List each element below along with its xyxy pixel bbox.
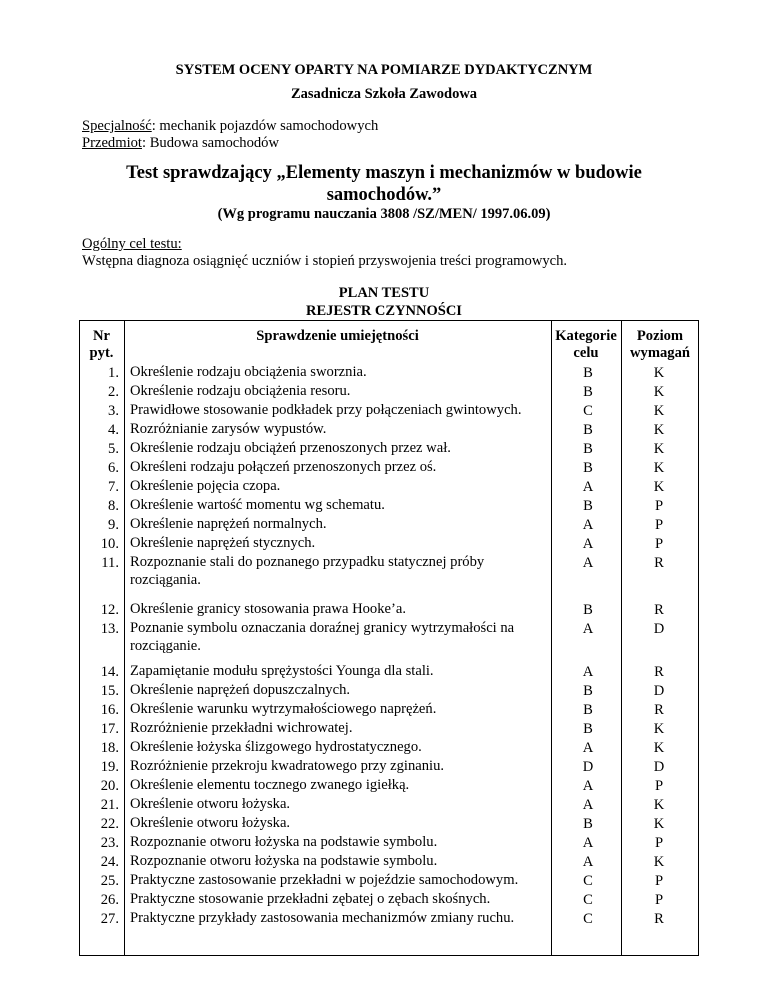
goal-category: B [583, 816, 593, 832]
skill-description: Zapamiętanie modułu sprężystości Younga dla stali. [130, 663, 434, 679]
table-top-border [79, 320, 699, 321]
requirement-level: K [653, 721, 665, 737]
goal-category: C [583, 873, 593, 889]
question-number: 12. [100, 602, 119, 618]
question-number: 6. [108, 460, 119, 476]
requirement-level: P [654, 536, 664, 552]
register-title: REJESTR CZYNNOŚCI [306, 303, 462, 319]
requirement-level: R [654, 555, 664, 571]
goal-category: A [582, 555, 594, 571]
skill-description: Określenie granicy stosowania prawa Hooke’a. [130, 601, 406, 617]
skill-description: Rozpoznanie otworu łożyska na podstawie symbolu. [130, 834, 438, 850]
table-bottom-border [79, 955, 699, 956]
goal-category: B [583, 721, 593, 737]
skill-description: Poznanie symbolu oznaczania doraźnej granicy wytrzymałości na rozciąganie. [130, 620, 515, 654]
specialty-label: Specjalność [82, 118, 152, 134]
question-number: 8. [108, 498, 119, 514]
requirement-level: K [653, 816, 665, 832]
skill-description: Określenie warunku wytrzymałościowego naprężeń. [130, 701, 437, 717]
col-divider-nr [124, 320, 125, 956]
requirement-level: P [654, 835, 664, 851]
requirement-level: K [653, 403, 665, 419]
skill-description: Określenie rodzaju obciążenia resoru. [130, 383, 351, 399]
requirement-level: D [653, 759, 665, 775]
question-number: 4. [108, 422, 119, 438]
test-title-line2: samochodów.” [326, 185, 442, 205]
plan-title: PLAN TESTU [338, 285, 430, 301]
requirement-level: K [653, 365, 665, 381]
requirement-level: D [653, 683, 665, 699]
requirement-level: P [654, 498, 664, 514]
requirement-level: K [653, 854, 665, 870]
question-number: 24. [100, 854, 119, 870]
question-number: 23. [100, 835, 119, 851]
header-level-line1: Poziom [636, 328, 684, 344]
skill-description: Określeni rodzaju połączeń przenoszonych przez oś. [130, 459, 437, 475]
requirement-level: R [654, 602, 664, 618]
goal-category: A [582, 854, 594, 870]
skill-description: Rozróżnienie przekroju kwadratowego przy zginaniu. [130, 758, 445, 774]
goal-category: B [583, 498, 593, 514]
goal-text: Wstępna diagnoza osiągnięć uczniów i stopień przyswojenia treści programowych. [82, 253, 568, 269]
skill-description: Określenie rodzaju obciążenia sworznia. [130, 364, 367, 380]
col-divider-skill [551, 320, 552, 956]
program-reference: (Wg programu nauczania 3808 /SZ/MEN/ 1997.06.09) [217, 206, 551, 222]
header-category [551, 328, 621, 362]
skill-description: Określenie naprężeń dopuszczalnych. [130, 682, 351, 698]
goal-category: A [582, 664, 594, 680]
specialty-value: : mechanik pojazdów samochodowych [151, 118, 379, 134]
skill-description: Rozpoznanie otworu łożyska na podstawie symbolu. [130, 853, 438, 869]
question-number: 26. [100, 892, 119, 908]
goal-category: A [582, 740, 594, 756]
goal-category: B [583, 422, 593, 438]
skill-description: Określenie rodzaju obciążeń przenoszonych przez wał. [130, 440, 451, 456]
goal-category: B [583, 365, 593, 381]
goal-category: A [582, 778, 594, 794]
skills-table [79, 320, 699, 956]
subject-line [82, 135, 279, 152]
goal-category: C [583, 403, 593, 419]
header-level [621, 328, 699, 362]
skill-description: Prawidłowe stosowanie podkładek przy połączeniach gwintowych. [130, 402, 522, 418]
skill-description: Określenie elementu tocznego zwanego igiełką. [130, 777, 410, 793]
goal-category: C [583, 911, 593, 927]
question-number: 9. [108, 517, 119, 533]
goal-category: D [582, 759, 594, 775]
requirement-level: K [653, 441, 665, 457]
specialty-line [82, 118, 378, 135]
question-number: 16. [100, 702, 119, 718]
goal-category: B [583, 702, 593, 718]
question-number: 27. [100, 911, 119, 927]
requirement-level: K [653, 740, 665, 756]
goal-category: A [582, 479, 594, 495]
table-right-border [698, 320, 699, 956]
requirement-level: D [653, 621, 665, 637]
question-number: 21. [100, 797, 119, 813]
requirement-level: K [653, 797, 665, 813]
skill-description: Określenie naprężeń normalnych. [130, 516, 327, 532]
question-number: 5. [108, 441, 119, 457]
requirement-level: K [653, 479, 665, 495]
skill-description: Praktyczne stosowanie przekładni zębatej o zębach skośnych. [130, 891, 491, 907]
system-title: SYSTEM OCENY OPARTY NA POMIARZE DYDAKTYCZNYM [175, 62, 593, 78]
test-title-line1: Test sprawdzający „Elementy maszyn i mechanizmów w budowie [126, 163, 642, 183]
question-number: 15. [100, 683, 119, 699]
skill-description: Określenie naprężeń stycznych. [130, 535, 316, 551]
requirement-level: P [654, 892, 664, 908]
header-category-line2: celu [573, 345, 599, 361]
requirement-level: K [653, 422, 665, 438]
goal-category: A [582, 621, 594, 637]
question-number: 2. [108, 384, 119, 400]
goal-category: A [582, 517, 594, 533]
goal-category: B [583, 602, 593, 618]
question-number: 1. [108, 365, 119, 381]
goal-category: A [582, 536, 594, 552]
header-level-line2: wymagań [630, 345, 690, 361]
requirement-level: K [653, 460, 665, 476]
goal-label: Ogólny cel testu: [82, 236, 182, 252]
requirement-level: P [654, 778, 664, 794]
test-title [0, 162, 768, 206]
question-number: 14. [100, 664, 119, 680]
requirement-level: P [654, 517, 664, 533]
subject-value: : Budowa samochodów [142, 135, 280, 151]
requirement-level: P [654, 873, 664, 889]
skill-description: Rozróżnianie zarysów wypustów. [130, 421, 327, 437]
header-category-line1: Kategorie [555, 328, 617, 344]
skill-description: Określenie pojęcia czopa. [130, 478, 281, 494]
question-number: 25. [100, 873, 119, 889]
goal-category: B [583, 460, 593, 476]
school-name: Zasadnicza Szkoła Zawodowa [290, 86, 478, 102]
requirement-level: K [653, 384, 665, 400]
skill-description: Określenie otworu łożyska. [130, 815, 291, 831]
skill-description: Określenie wartość momentu wg schematu. [130, 497, 385, 513]
skill-description: Określenie łożyska ślizgowego hydrostatycznego. [130, 739, 422, 755]
skill-description: Rozpoznanie stali do poznanego przypadku statycznej próby rozciągania. [130, 554, 485, 588]
requirement-level: R [654, 911, 664, 927]
header-nr-line1: Nr [92, 328, 111, 344]
question-number: 11. [101, 555, 119, 571]
subject-label: Przedmiot [82, 135, 142, 151]
goal-category: B [583, 384, 593, 400]
goal-category: A [582, 797, 594, 813]
skill-description: Praktyczne zastosowanie przekładni w pojeździe samochodowym. [130, 872, 519, 888]
header-nr [79, 328, 124, 362]
question-number: 19. [100, 759, 119, 775]
goal-category: A [582, 835, 594, 851]
skill-description: Praktyczne przykłady zastosowania mechanizmów zmiany ruchu. [130, 910, 515, 926]
header-skill: Sprawdzenie umiejętności [256, 328, 419, 344]
question-number: 10. [100, 536, 119, 552]
question-number: 22. [100, 816, 119, 832]
question-number: 7. [108, 479, 119, 495]
question-number: 20. [100, 778, 119, 794]
goal-category: B [583, 441, 593, 457]
question-number: 17. [100, 721, 119, 737]
requirement-level: R [654, 702, 664, 718]
goal-category: C [583, 892, 593, 908]
skill-description: Określenie otworu łożyska. [130, 796, 291, 812]
header-nr-line2: pyt. [89, 345, 114, 361]
skill-description: Rozróżnienie przekładni wichrowatej. [130, 720, 353, 736]
question-number: 3. [108, 403, 119, 419]
requirement-level: R [654, 664, 664, 680]
goal-category: B [583, 683, 593, 699]
question-number: 18. [100, 740, 119, 756]
question-number: 13. [100, 621, 119, 637]
